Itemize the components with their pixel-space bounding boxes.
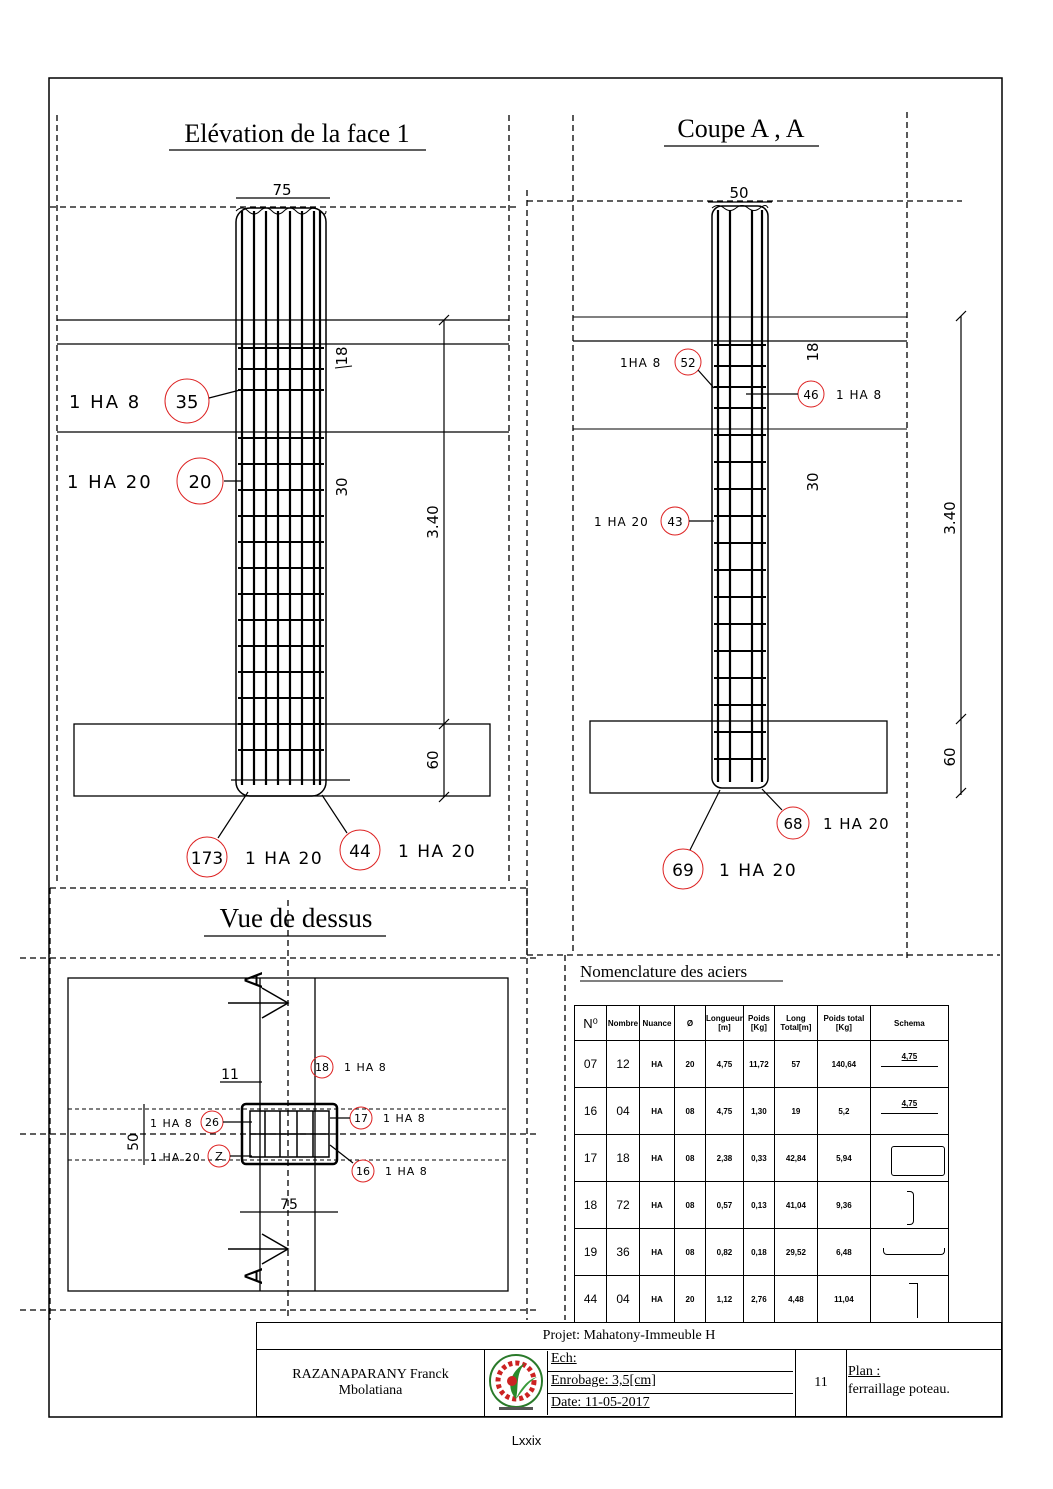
nomenclature-schema-cell xyxy=(870,1088,948,1135)
nomenclature-schema-cell xyxy=(870,1135,948,1182)
elevation-spacing-top: 18 xyxy=(333,346,351,366)
nomenclature-cell: 04 xyxy=(607,1276,640,1323)
nomenclature-schema-cell xyxy=(870,1276,948,1323)
plan-callout-mark: 16 xyxy=(356,1165,370,1178)
nomenclature-cell: 36 xyxy=(607,1229,640,1276)
nomenclature-cell: 42,84 xyxy=(774,1135,817,1182)
nomenclature-cell: 17 xyxy=(575,1135,607,1182)
nomenclature-header-cell: Poids [Kg] xyxy=(743,1006,774,1041)
nomenclature-cell: 0,13 xyxy=(743,1182,774,1229)
schema-shape-icon xyxy=(907,1191,914,1225)
plan-dim-50: 50 xyxy=(126,1133,142,1151)
nomenclature-cell: 20 xyxy=(675,1276,706,1323)
nomenclature-cell: 44 xyxy=(575,1276,607,1323)
nomenclature-cell: 6,48 xyxy=(817,1229,870,1276)
section-callout-text: 1 HA 20 xyxy=(594,515,649,529)
plan-callout-text: 1 HA 20 xyxy=(150,1151,201,1164)
elevation-callout-text: 1 HA 8 xyxy=(69,392,142,413)
nomenclature-cell: 4,48 xyxy=(774,1276,817,1323)
nomenclature-schema-cell xyxy=(870,1041,948,1088)
section-footing-dim: 60 xyxy=(941,747,959,767)
elevation-spacing-mid: 30 xyxy=(333,477,351,497)
title-block-project: Projet: Mahatony-Immeuble H xyxy=(257,1323,1001,1350)
scale-label: Ech: xyxy=(551,1351,577,1366)
nomenclature-header-cell: Schema xyxy=(870,1006,948,1041)
nomenclature-schema-cell xyxy=(870,1182,948,1229)
nomenclature-cell: 1,30 xyxy=(743,1088,774,1135)
plan-title: Vue de dessus xyxy=(219,903,373,933)
nomenclature-cell: 0,18 xyxy=(743,1229,774,1276)
section-spacing-top: 18 xyxy=(804,342,822,362)
schema-shape-icon xyxy=(891,1146,945,1176)
plan-section-mark: A xyxy=(240,971,268,989)
schema-length-label: 4,75 xyxy=(901,1052,918,1061)
nomenclature-cell: 19 xyxy=(575,1229,607,1276)
nomenclature-header-cell: N⁰ xyxy=(575,1006,607,1041)
nomenclature-cell: 2,38 xyxy=(706,1135,744,1182)
elevation-callout-mark: 35 xyxy=(175,392,199,413)
title-block-plan xyxy=(848,1363,998,1399)
section-callout-mark: 43 xyxy=(667,515,683,529)
section-callout-mark: 46 xyxy=(803,388,819,402)
nomenclature-row xyxy=(575,1041,949,1088)
elevation-callout-text: 1 HA 20 xyxy=(67,472,153,493)
elevation-callout-text: 1 HA 20 xyxy=(245,849,324,869)
nomenclature-header-cell: Long Total[m] xyxy=(774,1006,817,1041)
nomenclature-cell: 29,52 xyxy=(774,1229,817,1276)
date-label: Date: 11-05-2017 xyxy=(551,1395,650,1410)
nomenclature-cell: 0,82 xyxy=(706,1229,744,1276)
author-name-line1: RAZANAPARANY Franck xyxy=(292,1366,449,1382)
nomenclature-header-cell: Nuance xyxy=(640,1006,675,1041)
section-callout-mark: 69 xyxy=(672,861,694,881)
nomenclature-schema-cell xyxy=(870,1229,948,1276)
elevation-width-dim: 75 xyxy=(272,181,292,199)
sheet-number: 11 xyxy=(796,1349,847,1416)
plan-value: ferraillage poteau. xyxy=(848,1382,950,1397)
plan-dim-11: 11 xyxy=(221,1067,239,1083)
section-callout-mark: 68 xyxy=(783,815,803,833)
nomenclature-cell: 140,64 xyxy=(817,1041,870,1088)
nomenclature-header-cell: Poids total [Kg] xyxy=(817,1006,870,1041)
elevation-callout-text: 1 HA 20 xyxy=(398,842,477,862)
elevation-height-dim: 3.40 xyxy=(424,505,442,539)
nomenclature-cell: HA xyxy=(640,1276,675,1323)
schema-length-label: 4,75 xyxy=(901,1099,918,1108)
section-callout-text: 1 HA 20 xyxy=(823,815,890,833)
elevation-title: Elévation de la face 1 xyxy=(184,119,410,148)
schema-shape-icon xyxy=(909,1283,918,1318)
nomenclature-cell: 11,72 xyxy=(743,1041,774,1088)
cover-label: Enrobage: 3,5[cm] xyxy=(551,1373,656,1388)
nomenclature-cell: 4,75 xyxy=(706,1088,744,1135)
section-height-dim: 3.40 xyxy=(941,501,959,535)
plan-callout-text: 1 HA 8 xyxy=(385,1165,428,1178)
nomenclature-cell: 57 xyxy=(774,1041,817,1088)
nomenclature-title: Nomenclature des aciers xyxy=(580,962,748,981)
elevation-callout-mark: 20 xyxy=(188,472,212,493)
section-title: Coupe A , A xyxy=(677,114,805,143)
section-callout-text: 1 HA 8 xyxy=(836,388,883,402)
section-callout-mark: 52 xyxy=(680,356,696,370)
nomenclature-cell: 04 xyxy=(607,1088,640,1135)
elevation-callout-mark: 173 xyxy=(190,849,224,869)
nomenclature-header-cell: Ø xyxy=(675,1006,706,1041)
nomenclature-cell: HA xyxy=(640,1088,675,1135)
elevation-callout-mark: 44 xyxy=(349,842,371,862)
nomenclature-header-cell: Longueur [m] xyxy=(706,1006,744,1041)
plan-callout-mark: Z xyxy=(215,1150,223,1163)
nomenclature-cell: 0,33 xyxy=(743,1135,774,1182)
title-block-author xyxy=(257,1349,485,1416)
elevation-footing-dim: 60 xyxy=(424,750,442,770)
nomenclature-cell: 11,04 xyxy=(817,1276,870,1323)
nomenclature-cell: 5,94 xyxy=(817,1135,870,1182)
plan-callout-mark: 26 xyxy=(205,1116,219,1129)
nomenclature-cell: 07 xyxy=(575,1041,607,1088)
nomenclature-cell: 19 xyxy=(774,1088,817,1135)
nomenclature-row xyxy=(575,1229,949,1276)
author-name-line2: Mbolatiana xyxy=(338,1382,403,1398)
nomenclature-row xyxy=(575,1276,949,1323)
section-callout-text: 1HA 8 xyxy=(620,356,662,370)
nomenclature-row xyxy=(575,1135,949,1182)
plan-callout-text: 1 HA 8 xyxy=(150,1117,193,1130)
page-number: Lxxix xyxy=(511,1433,542,1448)
plan-section-mark: A xyxy=(240,1267,268,1285)
plan-callout-mark: 18 xyxy=(315,1061,329,1074)
nomenclature-cell: 1,12 xyxy=(706,1276,744,1323)
nomenclature-cell: HA xyxy=(640,1135,675,1182)
schema-shape-icon xyxy=(883,1248,945,1255)
nomenclature-cell: 18 xyxy=(575,1182,607,1229)
nomenclature-cell: 08 xyxy=(675,1182,706,1229)
nomenclature-cell: 0,57 xyxy=(706,1182,744,1229)
title-block xyxy=(256,1322,1002,1417)
nomenclature-cell: 12 xyxy=(607,1041,640,1088)
nomenclature-table xyxy=(574,1005,949,1323)
section-spacing-mid: 30 xyxy=(804,472,822,492)
nomenclature-cell: 41,04 xyxy=(774,1182,817,1229)
plan-callout-mark: 17 xyxy=(354,1112,368,1125)
school-logo xyxy=(485,1351,548,1415)
section-callout-text: 1 HA 20 xyxy=(719,861,798,881)
plan-callout-text: 1 HA 8 xyxy=(344,1061,387,1074)
nomenclature-cell: 72 xyxy=(607,1182,640,1229)
plan-label: Plan : xyxy=(848,1364,881,1379)
nomenclature-cell: HA xyxy=(640,1182,675,1229)
nomenclature-cell: 08 xyxy=(675,1229,706,1276)
elevation-view xyxy=(57,119,509,877)
plan-dim-75: 75 xyxy=(280,1197,298,1213)
nomenclature-cell: HA xyxy=(640,1229,675,1276)
nomenclature-header-cell: Nombre xyxy=(607,1006,640,1041)
nomenclature-cell: 20 xyxy=(675,1041,706,1088)
title-block-info xyxy=(548,1349,796,1416)
nomenclature-cell: 2,76 xyxy=(743,1276,774,1323)
nomenclature-row xyxy=(575,1182,949,1229)
nomenclature-cell: HA xyxy=(640,1041,675,1088)
section-width-dim: 50 xyxy=(729,184,749,202)
nomenclature-cell: 08 xyxy=(675,1088,706,1135)
nomenclature-cell: 4,75 xyxy=(706,1041,744,1088)
nomenclature-cell: 5,2 xyxy=(817,1088,870,1135)
plan-callout-text: 1 HA 8 xyxy=(383,1112,426,1125)
nomenclature-cell: 16 xyxy=(575,1088,607,1135)
nomenclature-header-row xyxy=(575,1006,949,1041)
nomenclature-cell: 08 xyxy=(675,1135,706,1182)
nomenclature-cell: 9,36 xyxy=(817,1182,870,1229)
nomenclature-row xyxy=(575,1088,949,1135)
nomenclature-cell: 18 xyxy=(607,1135,640,1182)
